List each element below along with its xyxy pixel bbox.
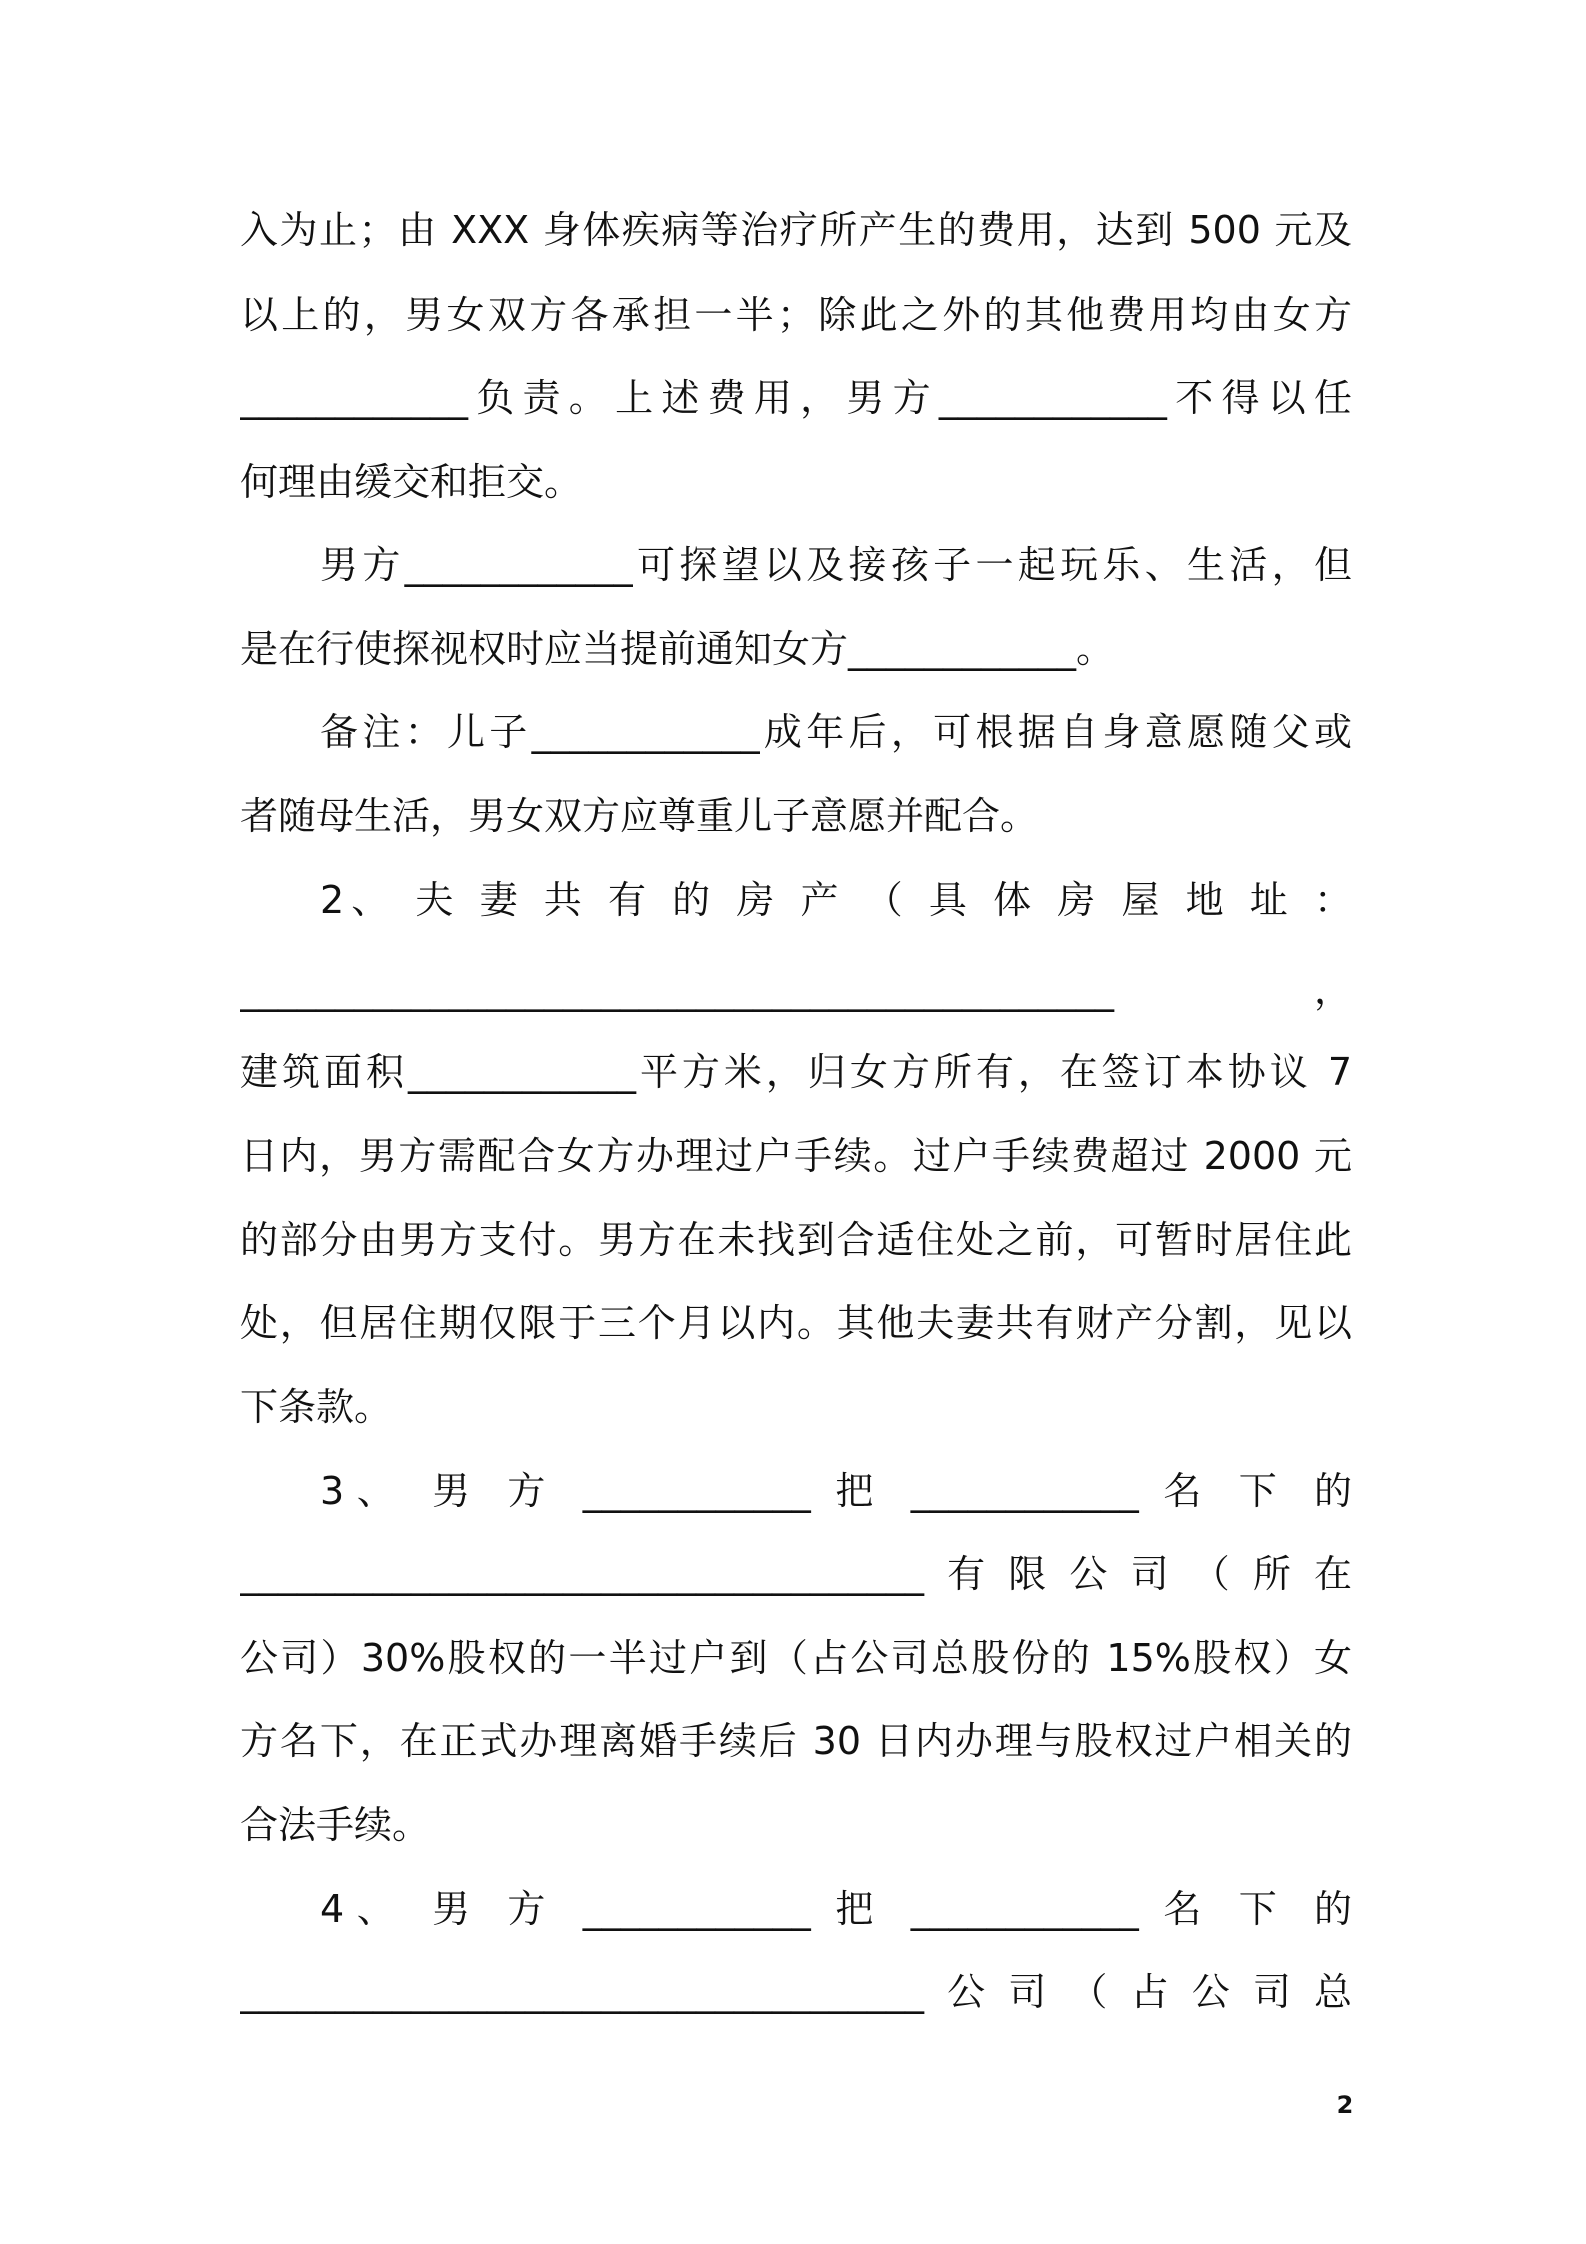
- text-line: 入为止；由 XXX 身体疾病等治疗所产生的费用，达到 500 元及: [240, 208, 1352, 252]
- text-line: 合法手续。: [240, 1803, 431, 1847]
- text-line: 建筑面积____________平方米，归女方所有，在签订本协议 7: [240, 1050, 1352, 1094]
- text-line: 下条款。: [240, 1385, 393, 1429]
- text-line: 备注：儿子____________成年后，可根据自身意愿随父或: [320, 710, 1352, 754]
- section-heading: 4、 男 方 ____________ 把 ____________ 名 下 的: [320, 1887, 1352, 1931]
- text-line: 以上的，男女双方各承担一半；除此之外的其他费用均由女方: [240, 293, 1352, 337]
- text-line: 男方____________可探望以及接孩子一起玩乐、生活，但: [320, 543, 1352, 587]
- text-line: 公司）30%股权的一半过户到（占公司总股份的 15%股权）女: [240, 1636, 1352, 1680]
- page-number: 2: [1336, 2091, 1354, 2119]
- text-line: ______________________________________________，: [240, 968, 1352, 1012]
- text-line: 方名下，在正式办理离婚手续后 30 日内办理与股权过户相关的: [240, 1719, 1352, 1763]
- text-line: 日内，男方需配合女方办理过户手续。过户手续费超过 2000 元: [240, 1134, 1352, 1178]
- text-line: 处，但居住期仅限于三个月以内。其他夫妻共有财产分割，见以: [240, 1301, 1352, 1345]
- text-line: ____________________________________有限公司（所在: [240, 1552, 1352, 1596]
- text-line: ____________负责。上述费用，男方____________不得以任: [240, 376, 1352, 420]
- section-heading: 3、 男 方 ____________ 把 ____________ 名 下 的: [320, 1469, 1352, 1513]
- text-line: 是在行使探视权时应当提前通知女方____________。: [240, 627, 1115, 671]
- section-heading: 2、 夫 妻 共 有 的 房 产 （ 具 体 房 屋 地 址 ：: [320, 878, 1352, 922]
- text-line: 的部分由男方支付。男方在未找到合适住处之前，可暂时居住此: [240, 1218, 1352, 1262]
- text-line: 者随母生活，男女双方应尊重儿子意愿并配合。: [240, 794, 1039, 838]
- text-line: 何理由缓交和拒交。: [240, 460, 583, 504]
- text-line: ____________________________________公司（占公司总: [240, 1970, 1352, 2014]
